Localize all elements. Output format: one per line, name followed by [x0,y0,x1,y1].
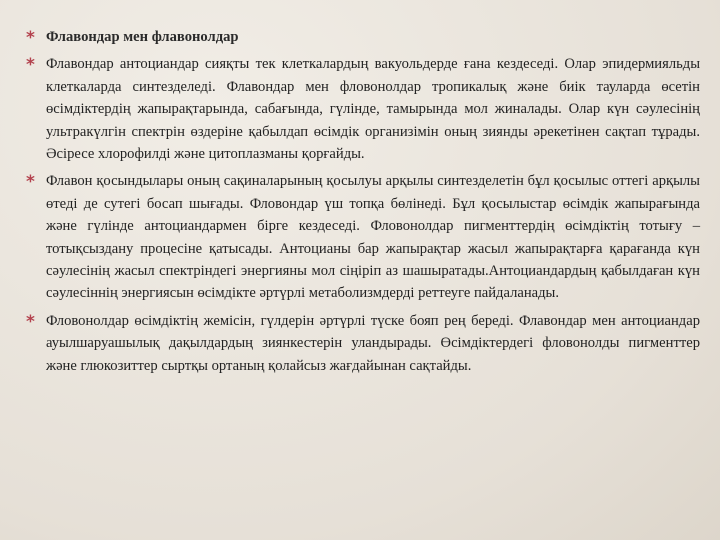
asterisk-bullet-icon: * [26,311,35,332]
asterisk-bullet-icon: * [26,28,35,48]
list-item [26,53,700,165]
asterisk-bullet-icon: * [26,172,35,193]
list-item [26,170,700,304]
list-item-heading [26,26,700,48]
list-item [26,310,700,377]
paragraph-text: Флавондар антоциандар сияқты тек клеткалардың вакуольдерде ғана кездеседі. Олар эпидермияльды клеткаларда синтезделеді. Флавондар мен фловонолдар тропикалық және биік тауларда өсетін өсімдіктердің жапырақтарында, сабағында, гүлінде, тамырында мол жиналады. Олар күн сәулесінің ультракүлгін спектрін өздеріне қабылдап өсімдік организімін оның зиянды әрекетінен сақтап тұрады. Әсіресе хлорофилді және цитоплазманы қорғайды. [46,56,700,163]
paragraph-text: Флавон қосындылары оның сақиналарының қосылуы арқылы синтезделетін бұл қосылыс оттегі арқылы өтеді де сутегі босап шығады. Фловондар үш топқа бөлінеді. Бұл қосылыстар өсімдік жапырағында және гүлінде антоциандармен бірге кездеседі. Фловонолдар пигменттердің өсімдіктің тотығу – тотықсыздану процесіне қатысады. Антоцианы бар жапырақтар жасыл жапырақтарға қарағанда күн сәулесінің жасыл спектріндегі энергияны мол сіңіріп аз шашыратады.Антоциандардың қабылдаған күн сәулесіннің энергиясын өсімдікте әртүрлі метаболизмдерді реттеуге пайдаланады. [46,173,700,302]
slide-heading: Флавондар мен флавонолдар [46,29,239,45]
bullet-list [26,26,700,382]
paragraph-text: Фловонолдар өсімдіктің жемісін, гүлдерін әртүрлі түске бояп рең береді. Флавондар мен антоциандар ауылшаруашылық дақылдардың зиянкестерін уландырады. Өсімдіктердегі фловонолды пигменттер және глюкозиттер сыртқы ортаның қолайсыз жағдайынан сақтайды. [46,312,700,374]
asterisk-bullet-icon: * [26,55,35,76]
